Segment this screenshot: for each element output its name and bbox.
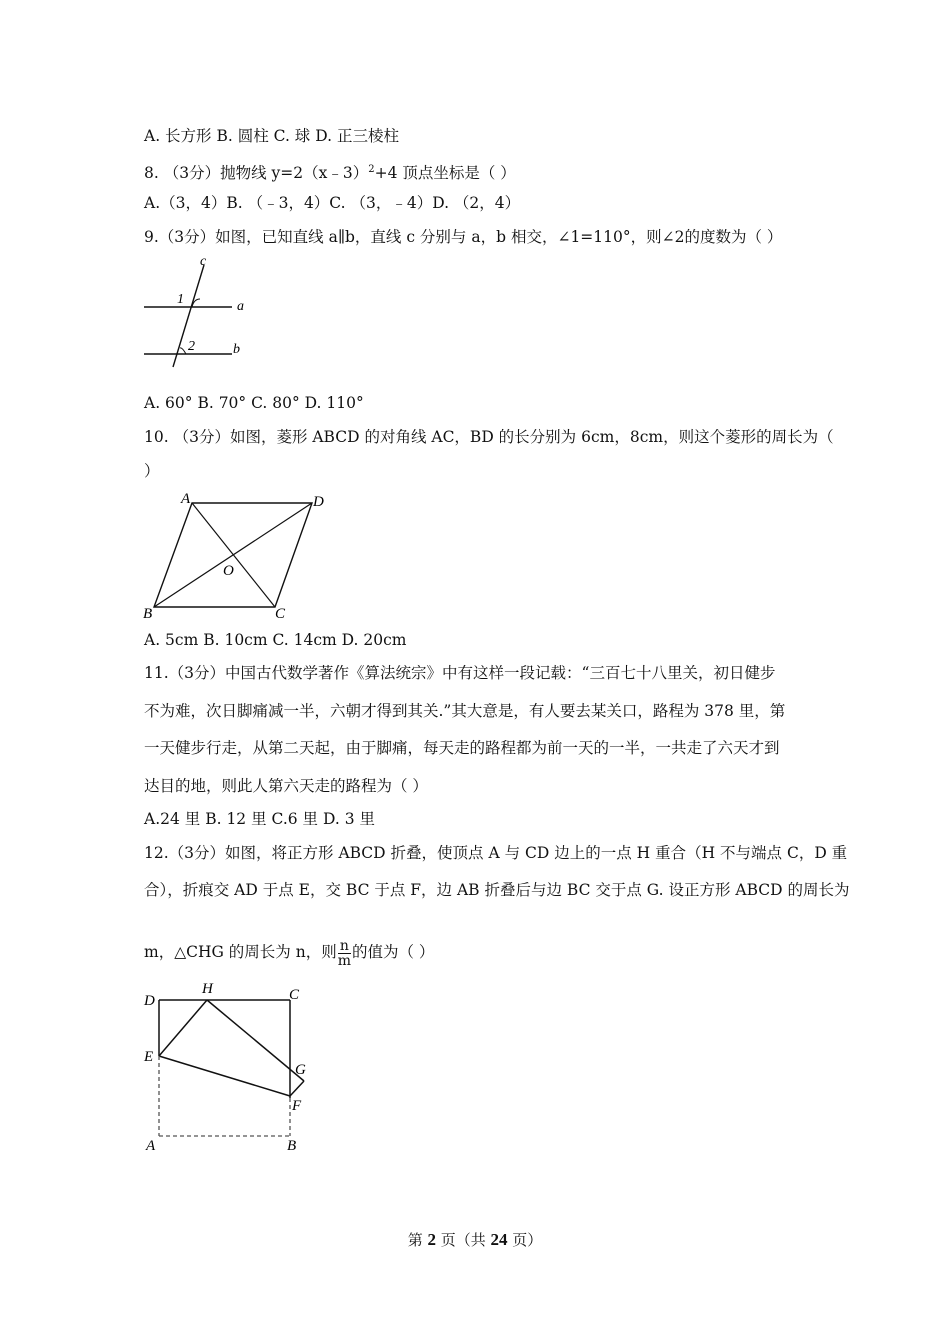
fig9-label-c: c bbox=[200, 255, 207, 269]
q12-stem-3b: 的值为（ ） bbox=[352, 943, 435, 961]
q9-figure bbox=[140, 255, 260, 370]
page-footer bbox=[0, 1229, 950, 1250]
q11-stem-line1: 11.（3分）中国古代数学著作《算法统宗》中有这样一段记载：“三百七十八里关，初日健步 bbox=[144, 664, 776, 682]
fig12-label-F: F bbox=[292, 1098, 302, 1114]
q8-options: A.（3，4）B. （﹣3，4）C. （3，﹣4）D. （2，4） bbox=[144, 194, 521, 212]
q9-stem: 9.（3分）如图，已知直线 a∥b，直线 c 分别与 a，b 相交，∠1=110°，则∠2的度数为（ ） bbox=[144, 228, 783, 246]
q11-stem-line3: 一天健步行走，从第二天起，由于脚痛，每天走的路程都为前一天的一半，一共走了六天才到 bbox=[144, 739, 780, 757]
q8-stem-a: 8. （3分）抛物线 y=2（x﹣3） bbox=[144, 164, 369, 183]
q12-fraction-denominator: m bbox=[337, 952, 351, 969]
fig9-label-1: 1 bbox=[177, 292, 184, 307]
q8-stem bbox=[144, 160, 516, 183]
q12-stem-line1: 12.（3分）如图，将正方形 ABCD 折叠，使顶点 A 与 CD 边上的一点 H 重合（H 不与端点 C，D 重 bbox=[144, 844, 848, 862]
q10-figure bbox=[140, 488, 340, 623]
fig9-label-b: b bbox=[233, 342, 240, 357]
q12-stem-3a: m，△CHG 的周长为 n，则 bbox=[144, 943, 337, 961]
q11-stem-line2: 不为难，次日脚痛减一半，六朝才得到其关.”其大意是，有人要去某关口，路程为 378 里，第 bbox=[144, 702, 786, 720]
fig10-label-O: O bbox=[223, 563, 234, 579]
fig9-label-2: 2 bbox=[188, 339, 195, 354]
footer-middle: 页（共 bbox=[435, 1231, 491, 1249]
q8-stem-sup: 2 bbox=[368, 164, 375, 175]
q12-stem-line3 bbox=[144, 937, 434, 968]
fig10-label-C: C bbox=[275, 606, 286, 622]
fig12-label-C: C bbox=[289, 987, 300, 1003]
q11-options: A.24 里 B. 12 里 C.6 里 D. 3 里 bbox=[144, 810, 375, 828]
q10-options: A. 5cm B. 10cm C. 14cm D. 20cm bbox=[144, 631, 407, 649]
q10-stem-line2: ） bbox=[144, 462, 160, 480]
footer-suffix: 页） bbox=[507, 1231, 543, 1249]
fig10-label-D: D bbox=[313, 494, 324, 510]
footer-total-pages: 24 bbox=[490, 1230, 508, 1249]
fig10-label-A: A bbox=[181, 491, 191, 507]
q10-stem-line1: 10. （3分）如图，菱形 ABCD 的对角线 AC，BD 的长分别为 6cm，8cm，则这个菱形的周长为（ bbox=[144, 428, 834, 446]
fig12-label-E: E bbox=[144, 1049, 154, 1065]
q12-fraction-numerator: n bbox=[338, 939, 351, 954]
q11-stem-line4: 达目的地，则此人第六天走的路程为（ ） bbox=[144, 777, 428, 795]
footer-page-number: 2 bbox=[427, 1230, 436, 1249]
fig12-label-H: H bbox=[202, 981, 213, 997]
q12-fraction bbox=[338, 939, 351, 968]
fig12-label-B: B bbox=[287, 1138, 297, 1154]
q12-figure bbox=[140, 978, 320, 1158]
fig12-label-A: A bbox=[146, 1138, 156, 1154]
footer-prefix: 第 bbox=[407, 1231, 428, 1249]
fig9-label-a: a bbox=[237, 299, 244, 314]
q12-stem-line2: 合），折痕交 AD 于点 E，交 BC 于点 F，边 AB 折叠后与边 BC 交于点 G. 设正方形 ABCD 的周长为 bbox=[144, 881, 850, 899]
q7-options: A. 长方形 B. 圆柱 C. 球 D. 正三棱柱 bbox=[144, 127, 399, 145]
q9-options: A. 60° B. 70° C. 80° D. 110° bbox=[144, 394, 364, 412]
q8-stem-b: +4 顶点坐标是（ ） bbox=[374, 164, 516, 183]
fig12-label-D: D bbox=[144, 993, 155, 1009]
fig12-label-G: G bbox=[295, 1062, 306, 1078]
fig10-label-B: B bbox=[143, 606, 153, 622]
